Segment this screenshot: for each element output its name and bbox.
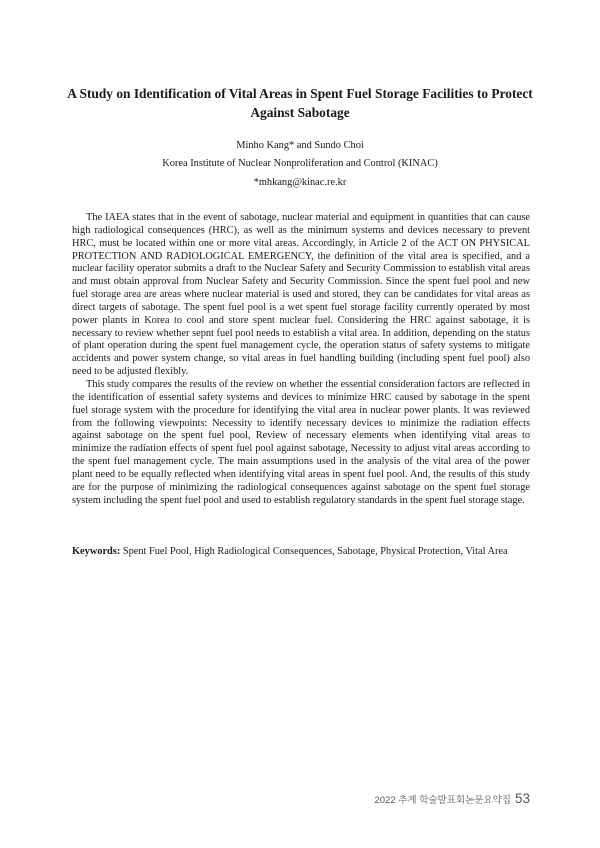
keywords-text: Spent Fuel Pool, High Radiological Consequences, Sabotage, Physical Protection, Vital Area (120, 546, 508, 557)
affiliation: Korea Institute of Nuclear Nonproliferation and Control (KINAC) (162, 158, 438, 169)
authors: Minho Kang* and Sundo Choi (236, 140, 364, 151)
proceedings-title: 2022 추계 학술발표회논문요약집 (374, 794, 511, 806)
author-email: *mhkang@kinac.re.kr (253, 177, 347, 188)
abstract-paragraph-2: This study compares the results of the review on whether the essential consideration factors are reflected in the identification of essential safety systems and devices to minimize HRC caused by sabotage in the spent fuel storage system with the procedure for identifying the vital area in nuclear power plants. It was reviewed from the following viewpoints: Necessity to identify necessary devices to minimize the radiation effects against sabotage on the spent fuel pool, Review of necessary elements when identifying vital areas to minimize the radiation effects of spent fuel pool against sabotage, Necessity to adjust vital areas according to the spent fuel management cycle. The main assumptions used in the analysis of the vital area of the power plant need to be equally reflected when identifying vital areas in spent fuel pool. And, the results of this study are for the purpose of minimizing the radiological consequences against sabotage on the spent fuel storage system including the spent fuel pool and used to establish regulatory standards in the spent fuel storage stage. (72, 378, 530, 506)
keywords-label: Keywords: (72, 546, 121, 557)
page-number: 53 (514, 791, 530, 807)
paper-title: A Study on Identification of Vital Areas in Spent Fuel Storage Facilities to Protect Against Sabotage (67, 86, 533, 120)
abstract-body (72, 212, 530, 507)
keywords (72, 545, 530, 558)
abstract-paragraph-1: The IAEA states that in the event of sabotage, nuclear material and equipment in quantities that can cause high radiological consequences (HRC), as well as the minimum systems and devices necessary to prevent HRC, must be located within one or more vital areas. Accordingly, in Article 2 of the ACT ON PHYSICAL PROTECTION AND RADIOLOGICAL EMERGENCY, the definition of the vital area is specified, and a nuclear facility operator submits a draft to the Nuclear Safety and Security Commission to establish vital areas and must obtain approval from Nuclear Safety and Security Commission. Since the spent fuel pool and new fuel storage area are areas where nuclear material is used and stored, they can be candidates for vital areas as direct targets of sabotage. The spent fuel pool is a wet spent fuel storage facility currently operated by most power plants in Korea to cool and store spent nuclear fuel. Considering the HRC against sabotage, it is necessary to review whether sepnt fuel pool needs to establish a vital area. In addition, depending on the status of plant operation during the spent fuel management cycle, the operation status of safety systems to mitigate accidents and power system change, so vital areas in fuel handling building (including spent fuel pool) also need to be adjusted flexibly. (72, 212, 530, 378)
page-footer (374, 790, 530, 808)
